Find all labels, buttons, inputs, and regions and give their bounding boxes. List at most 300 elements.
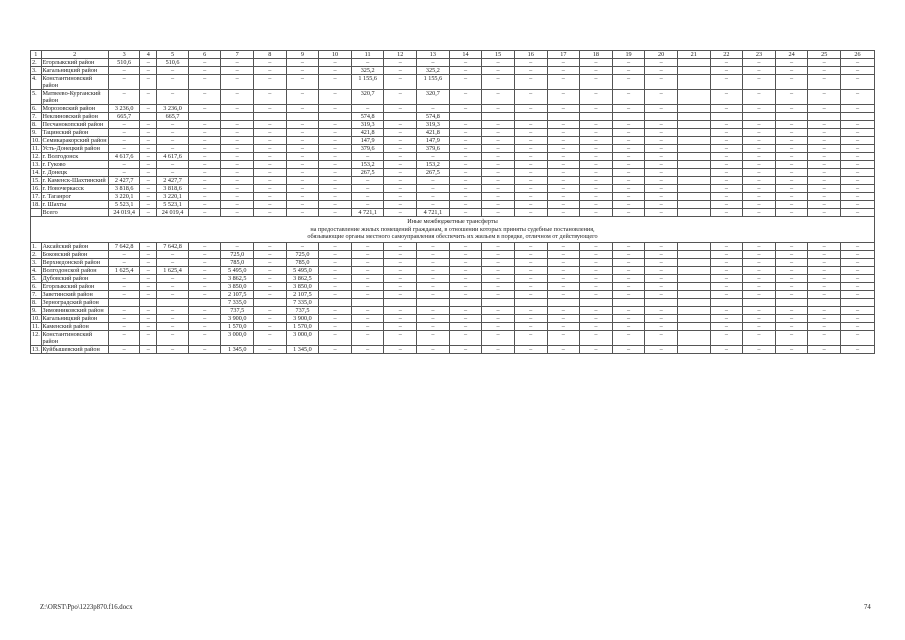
value-cell: – [286, 90, 319, 105]
value-cell: – [775, 274, 808, 282]
value-cell: 325,2 [417, 67, 450, 75]
value-cell: – [286, 177, 319, 185]
value-cell: – [254, 258, 287, 266]
value-cell: – [254, 266, 287, 274]
value-cell: – [108, 290, 140, 298]
section-title [31, 217, 875, 243]
value-cell: – [775, 250, 808, 258]
value-cell: – [645, 274, 678, 282]
value-cell: – [547, 153, 580, 161]
value-cell: – [841, 145, 875, 153]
value-cell [157, 298, 189, 306]
value-cell: – [775, 193, 808, 201]
value-cell [677, 153, 710, 161]
value-cell: – [808, 90, 841, 105]
value-cell: 319,3 [351, 121, 384, 129]
value-cell: – [286, 201, 319, 209]
value-cell: – [417, 193, 450, 201]
value-cell: – [808, 161, 841, 169]
value-cell: 3 862,5 [286, 274, 319, 282]
table-row [31, 113, 875, 121]
value-cell: – [514, 322, 547, 330]
value-cell: – [417, 306, 450, 314]
value-cell: – [108, 161, 140, 169]
value-cell: – [612, 266, 645, 274]
value-cell: – [254, 90, 287, 105]
value-cell: – [743, 258, 776, 266]
value-cell: – [482, 129, 515, 137]
row-number-cell: 14. [32, 169, 40, 176]
value-cell: – [482, 177, 515, 185]
value-cell: – [384, 258, 417, 266]
district-name-cell: Зимовниковский район [41, 306, 108, 314]
value-cell: – [482, 185, 515, 193]
value-cell: – [482, 258, 515, 266]
value-cell: – [319, 314, 352, 322]
value-cell: – [108, 137, 140, 145]
value-cell: – [841, 274, 875, 282]
value-cell [677, 345, 710, 353]
value-cell: – [221, 90, 254, 105]
value-cell: – [775, 306, 808, 314]
column-number-cell: 23 [743, 51, 776, 59]
value-cell [677, 330, 710, 345]
value-cell: – [612, 137, 645, 145]
value-cell: – [384, 322, 417, 330]
row-number-cell: 3. [31, 67, 42, 75]
value-cell: – [188, 145, 221, 153]
column-number-cell: 20 [645, 51, 678, 59]
value-cell: – [841, 345, 875, 353]
value-cell: – [221, 177, 254, 185]
district-name-cell: г. Гуково [41, 161, 108, 169]
value-cell [677, 314, 710, 322]
value-cell: – [384, 177, 417, 185]
value-cell: 5 495,0 [221, 266, 254, 274]
value-cell: – [580, 185, 613, 193]
value-cell: – [157, 75, 189, 90]
value-cell: – [157, 290, 189, 298]
district-name-cell: Аксайский район [41, 242, 108, 250]
value-cell: – [580, 306, 613, 314]
value-cell: – [547, 250, 580, 258]
value-cell: 153,2 [351, 161, 384, 169]
value-cell [254, 298, 287, 306]
value-cell: – [254, 242, 287, 250]
value-cell: – [710, 67, 743, 75]
value-cell: – [140, 105, 157, 113]
value-cell: – [319, 177, 352, 185]
value-cell: – [417, 290, 450, 298]
value-cell: 510,6 [108, 59, 140, 67]
value-cell: – [140, 121, 157, 129]
value-cell [677, 113, 710, 121]
value-cell: – [351, 266, 384, 274]
row-number-cell: 15. [32, 177, 40, 184]
value-cell: 2 427,7 [108, 177, 140, 185]
value-cell: – [351, 250, 384, 258]
value-cell: – [808, 121, 841, 129]
value-cell: – [449, 121, 482, 129]
value-cell: – [351, 306, 384, 314]
value-cell: – [612, 129, 645, 137]
value-cell: – [808, 75, 841, 90]
value-cell: – [449, 177, 482, 185]
value-cell: – [514, 161, 547, 169]
value-cell: – [482, 266, 515, 274]
value-cell: 267,5 [351, 169, 384, 177]
value-cell: – [645, 258, 678, 266]
value-cell: – [645, 185, 678, 193]
value-cell: – [580, 345, 613, 353]
value-cell: – [547, 209, 580, 217]
value-cell: – [221, 169, 254, 177]
value-cell: – [743, 59, 776, 67]
value-cell: – [417, 330, 450, 345]
column-number-cell: 22 [710, 51, 743, 59]
value-cell: 2 107,5 [286, 290, 319, 298]
value-cell: – [319, 193, 352, 201]
value-cell: – [808, 345, 841, 353]
value-cell [612, 298, 645, 306]
value-cell: – [808, 282, 841, 290]
value-cell: – [775, 322, 808, 330]
value-cell: – [417, 59, 450, 67]
value-cell: – [449, 314, 482, 322]
value-cell: – [319, 250, 352, 258]
value-cell: – [221, 153, 254, 161]
value-cell: – [547, 185, 580, 193]
value-cell: 1 570,0 [286, 322, 319, 330]
value-cell: – [417, 266, 450, 274]
value-cell: – [808, 266, 841, 274]
value-cell: – [645, 137, 678, 145]
value-cell: – [580, 75, 613, 90]
value-cell: – [384, 250, 417, 258]
value-cell: – [417, 282, 450, 290]
row-number-cell: 8. [31, 121, 42, 129]
value-cell: 1 625,4 [157, 266, 189, 274]
value-cell: – [319, 242, 352, 250]
value-cell: – [612, 258, 645, 266]
value-cell: – [775, 161, 808, 169]
value-cell: – [449, 209, 482, 217]
value-cell [808, 298, 841, 306]
value-cell: – [482, 90, 515, 105]
district-name-cell: Морозовский район [41, 105, 108, 113]
value-cell [580, 298, 613, 306]
value-cell [841, 298, 875, 306]
value-cell: – [319, 330, 352, 345]
value-cell: – [841, 129, 875, 137]
value-cell: 379,6 [351, 145, 384, 153]
value-cell: 1 155,6 [351, 75, 384, 90]
value-cell: – [645, 59, 678, 67]
value-cell: – [547, 266, 580, 274]
value-cell: – [384, 105, 417, 113]
value-cell: – [580, 290, 613, 298]
value-cell: – [645, 314, 678, 322]
value-cell [677, 250, 710, 258]
value-cell: – [808, 177, 841, 185]
value-cell: – [140, 201, 157, 209]
value-cell: – [808, 185, 841, 193]
value-cell: 3 220,1 [108, 193, 140, 201]
value-cell: – [547, 59, 580, 67]
value-cell: – [319, 209, 352, 217]
value-cell: – [140, 266, 157, 274]
value-cell [677, 306, 710, 314]
value-cell: – [612, 169, 645, 177]
value-cell: – [384, 59, 417, 67]
value-cell: – [645, 193, 678, 201]
table-row [31, 153, 875, 161]
row-number-cell: 5. [31, 274, 42, 282]
value-cell: 3 850,0 [221, 282, 254, 290]
value-cell: – [417, 322, 450, 330]
value-cell: – [140, 185, 157, 193]
value-cell: 737,5 [221, 306, 254, 314]
value-cell: – [743, 274, 776, 282]
value-cell: – [482, 75, 515, 90]
value-cell: – [612, 274, 645, 282]
value-cell: – [645, 67, 678, 75]
value-cell: – [547, 121, 580, 129]
value-cell: – [775, 59, 808, 67]
value-cell: – [254, 201, 287, 209]
district-name-cell: Каменский район [41, 322, 108, 330]
value-cell [140, 298, 157, 306]
value-cell: – [188, 129, 221, 137]
value-cell: – [612, 161, 645, 169]
value-cell [677, 75, 710, 90]
value-cell: – [841, 209, 875, 217]
value-cell: – [710, 330, 743, 345]
value-cell: – [449, 266, 482, 274]
value-cell: 665,7 [108, 113, 140, 121]
value-cell: – [547, 282, 580, 290]
table-row [31, 105, 875, 113]
value-cell: – [449, 75, 482, 90]
value-cell: – [580, 121, 613, 129]
value-cell: – [140, 274, 157, 282]
value-cell: – [319, 306, 352, 314]
value-cell: – [775, 330, 808, 345]
value-cell: 24 019,4 [108, 209, 140, 217]
value-cell: – [841, 314, 875, 322]
value-cell: – [140, 75, 157, 90]
value-cell: – [384, 314, 417, 322]
value-cell: – [841, 306, 875, 314]
value-cell: – [449, 137, 482, 145]
value-cell: – [108, 75, 140, 90]
value-cell: – [645, 90, 678, 105]
column-number-cell: 4 [140, 51, 157, 59]
value-cell [645, 113, 678, 121]
value-cell: – [254, 75, 287, 90]
value-cell: 5 523,1 [157, 201, 189, 209]
value-cell: – [140, 161, 157, 169]
value-cell: – [612, 345, 645, 353]
value-cell: – [188, 185, 221, 193]
value-cell [677, 67, 710, 75]
value-cell: – [547, 258, 580, 266]
value-cell: – [286, 59, 319, 67]
value-cell: – [221, 161, 254, 169]
value-cell: – [547, 345, 580, 353]
value-cell: – [286, 193, 319, 201]
column-number-cell: 1 [31, 51, 42, 59]
footer-file-path: Z:\ORST\Ppo\1223p870.f16.docx [40, 604, 133, 611]
value-cell: – [743, 345, 776, 353]
row-number-cell: 6. [31, 105, 42, 113]
value-cell: – [140, 169, 157, 177]
value-cell: – [841, 185, 875, 193]
value-cell: 1 625,4 [108, 266, 140, 274]
row-number-cell: 13. [32, 161, 40, 168]
value-cell: – [157, 282, 189, 290]
value-cell: – [108, 314, 140, 322]
value-cell: – [188, 314, 221, 322]
value-cell: – [514, 121, 547, 129]
row-number-cell: 17. [32, 193, 40, 200]
value-cell: – [841, 121, 875, 129]
value-cell: – [547, 169, 580, 177]
value-cell: 7 642,8 [108, 242, 140, 250]
value-cell: – [743, 105, 776, 113]
value-cell: – [775, 75, 808, 90]
value-cell [677, 169, 710, 177]
value-cell [677, 193, 710, 201]
value-cell [547, 113, 580, 121]
value-cell: – [841, 201, 875, 209]
value-cell [677, 201, 710, 209]
value-cell: – [580, 153, 613, 161]
value-cell: – [514, 75, 547, 90]
value-cell: – [319, 161, 352, 169]
value-cell: – [547, 105, 580, 113]
table-row [31, 121, 875, 129]
value-cell: – [645, 345, 678, 353]
value-cell: – [612, 105, 645, 113]
value-cell: – [157, 161, 189, 169]
value-cell: – [221, 75, 254, 90]
column-number-cell: 21 [677, 51, 710, 59]
value-cell: – [645, 105, 678, 113]
value-cell: – [710, 306, 743, 314]
value-cell: 319,3 [417, 121, 450, 129]
value-cell: 737,5 [286, 306, 319, 314]
column-number-cell: 7 [221, 51, 254, 59]
value-cell: – [514, 177, 547, 185]
table-row [31, 345, 875, 353]
value-cell [677, 121, 710, 129]
district-name-cell: Боковский район [41, 250, 108, 258]
value-cell [677, 242, 710, 250]
value-cell: – [580, 322, 613, 330]
table-row [31, 282, 875, 290]
value-cell [384, 298, 417, 306]
value-cell: – [612, 330, 645, 345]
value-cell: – [254, 250, 287, 258]
value-cell: – [841, 169, 875, 177]
value-cell: – [482, 209, 515, 217]
value-cell: – [612, 209, 645, 217]
value-cell: 5 495,0 [286, 266, 319, 274]
value-cell: – [580, 177, 613, 185]
value-cell: – [710, 209, 743, 217]
column-number-cell: 14 [449, 51, 482, 59]
value-cell: – [612, 67, 645, 75]
column-number-cell: 16 [514, 51, 547, 59]
value-cell: – [319, 258, 352, 266]
value-cell: – [580, 282, 613, 290]
value-cell: – [140, 345, 157, 353]
value-cell: – [743, 330, 776, 345]
value-cell: – [547, 177, 580, 185]
value-cell: – [384, 290, 417, 298]
value-cell: – [743, 161, 776, 169]
value-cell: – [140, 90, 157, 105]
value-cell: 510,6 [157, 59, 189, 67]
value-cell: – [547, 242, 580, 250]
value-cell: – [351, 258, 384, 266]
row-number-cell: 12. [32, 153, 40, 160]
value-cell: – [580, 201, 613, 209]
value-cell [743, 113, 776, 121]
value-cell: – [384, 185, 417, 193]
value-cell: – [140, 306, 157, 314]
column-number-cell: 5 [157, 51, 189, 59]
value-cell: – [612, 290, 645, 298]
district-name-cell: Тацинский район [41, 129, 108, 137]
value-cell: – [841, 258, 875, 266]
value-cell: – [743, 145, 776, 153]
value-cell: – [449, 290, 482, 298]
value-cell: – [286, 185, 319, 193]
value-cell: – [710, 177, 743, 185]
row-number-cell: 11. [32, 322, 40, 330]
value-cell: – [612, 306, 645, 314]
value-cell: – [417, 258, 450, 266]
value-cell: – [775, 258, 808, 266]
value-cell: – [514, 129, 547, 137]
value-cell: – [384, 209, 417, 217]
value-cell: – [449, 153, 482, 161]
value-cell: – [254, 153, 287, 161]
value-cell: – [710, 242, 743, 250]
value-cell [677, 161, 710, 169]
value-cell: – [449, 161, 482, 169]
value-cell: – [157, 169, 189, 177]
row-number-cell: 1. [31, 242, 42, 250]
district-name-cell: г. Шахты [41, 201, 108, 209]
value-cell: – [140, 137, 157, 145]
value-cell: – [612, 185, 645, 193]
value-cell: – [841, 153, 875, 161]
value-cell [417, 298, 450, 306]
value-cell: – [286, 145, 319, 153]
value-cell: – [580, 193, 613, 201]
value-cell: – [319, 90, 352, 105]
value-cell: – [140, 145, 157, 153]
value-cell: – [384, 137, 417, 145]
district-name-cell: Константиновский район [41, 330, 108, 345]
value-cell: – [140, 209, 157, 217]
value-cell: – [108, 129, 140, 137]
value-cell: – [482, 345, 515, 353]
value-cell: – [449, 67, 482, 75]
